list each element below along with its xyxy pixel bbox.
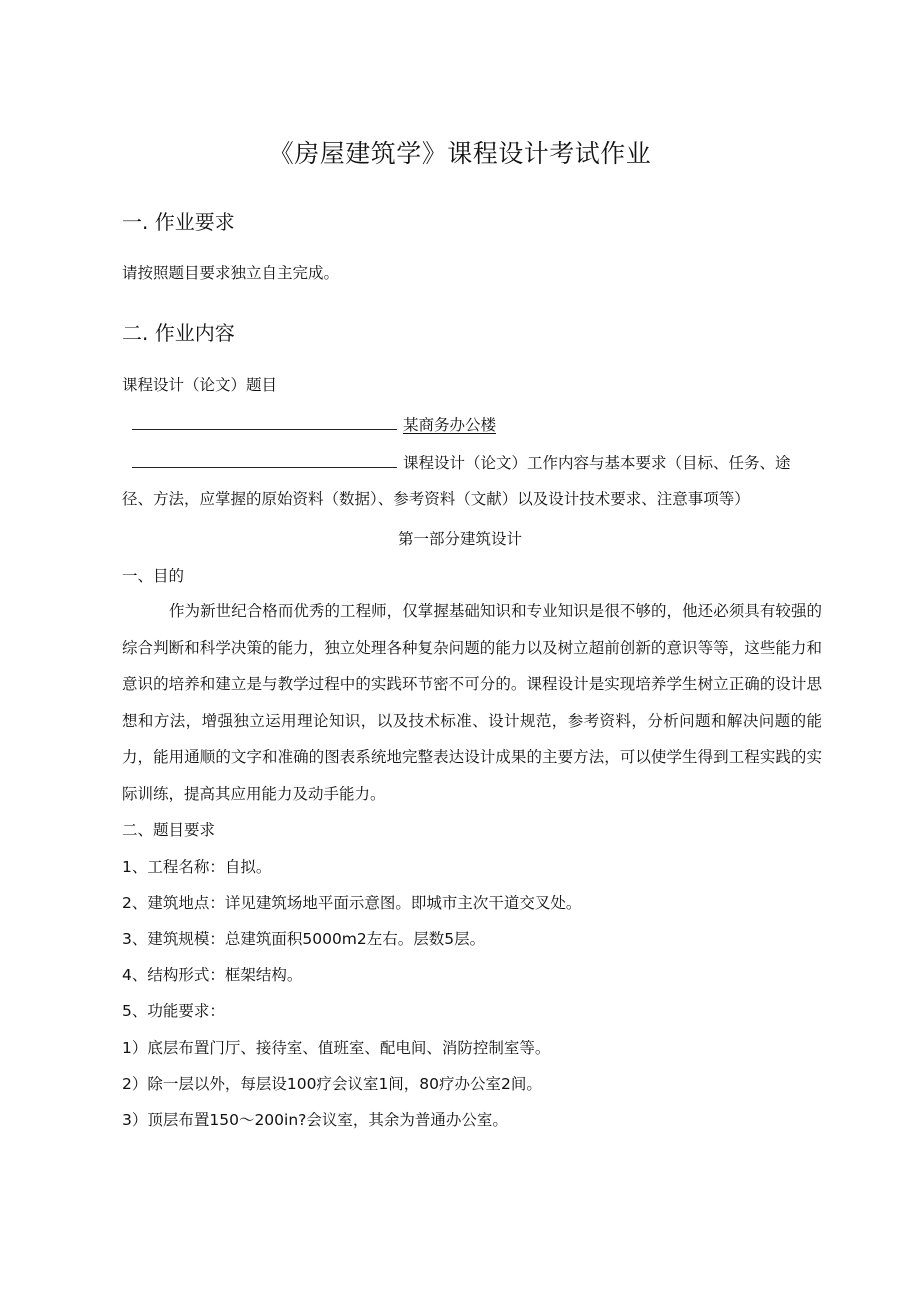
requirements-heading: 二、题目要求 bbox=[122, 821, 216, 839]
content-label-text-1: 课程设计（论文）工作内容与基本要求（目标、任务、途 bbox=[403, 454, 791, 472]
purpose-paragraph: 作为新世纪合格而优秀的工程师，仅掌握基础知识和专业知识是很不够的，他还必须具有较强的综合判断和科学决策的能力，独立处理各种复杂问题的能力以及树立超前创新的意识等等，这些能力和意识的培养和建立是与教学过程中的实践环节密不可分的。课程设计是实现培养学生树立正确的设计思想和方法，增强独立运用理论知识，以及技术标准、设计规范，参考资料，分析问题和解决问题的能力，能用通顺的文字和准确的图表系统地完整表达设计成果的主要方法，可以使学生得到工程实践的实际训练，提高其应用能力及动手能力。 bbox=[122, 602, 822, 803]
content-label-line-1 bbox=[122, 451, 791, 473]
requirement-item: 2）除一层以外，每层设100疗会议室1间，80疗办公室2间。 bbox=[122, 1075, 542, 1093]
content-blank-underline bbox=[132, 453, 397, 468]
topic-label: 课程设计（论文）题目 bbox=[122, 376, 278, 394]
content-label-line-2: 径、方法，应掌握的原始资料（数据）、参考资料（文献）以及设计技术要求、注意事项等） bbox=[122, 490, 750, 508]
requirement-item: 2、建筑地点：详见建筑场地平面示意图。即城市主次干道交叉处。 bbox=[122, 894, 582, 912]
part-title: 第一部分建筑设计 bbox=[397, 530, 522, 548]
requirement-item: 1）底层布置门厅、接待室、值班室、配电间、消防控制室等。 bbox=[122, 1039, 551, 1057]
requirement-item: 4、结构形式：框架结构。 bbox=[122, 966, 303, 984]
topic-value: 某商务办公楼 bbox=[403, 416, 497, 434]
section-heading-requirements: 一. 作业要求 bbox=[122, 210, 235, 234]
topic-line bbox=[122, 413, 496, 435]
requirement-item: 3、建筑规模：总建筑面积5000m2左右。层数5层。 bbox=[122, 930, 486, 948]
purpose-heading: 一、目的 bbox=[122, 567, 185, 585]
requirement-item: 5、功能要求： bbox=[122, 1002, 225, 1020]
document-title: 《房屋建筑学》课程设计考试作业 bbox=[268, 139, 652, 168]
requirement-item: 1、工程名称：自拟。 bbox=[122, 858, 272, 876]
section-heading-content: 二. 作业内容 bbox=[122, 321, 235, 345]
topic-blank-underline bbox=[132, 415, 397, 430]
section-requirements-text: 请按照题目要求独立自主完成。 bbox=[122, 264, 340, 282]
requirement-item: 3）顶层布置150～200in?会议室，其余为普通办公室。 bbox=[122, 1111, 508, 1129]
